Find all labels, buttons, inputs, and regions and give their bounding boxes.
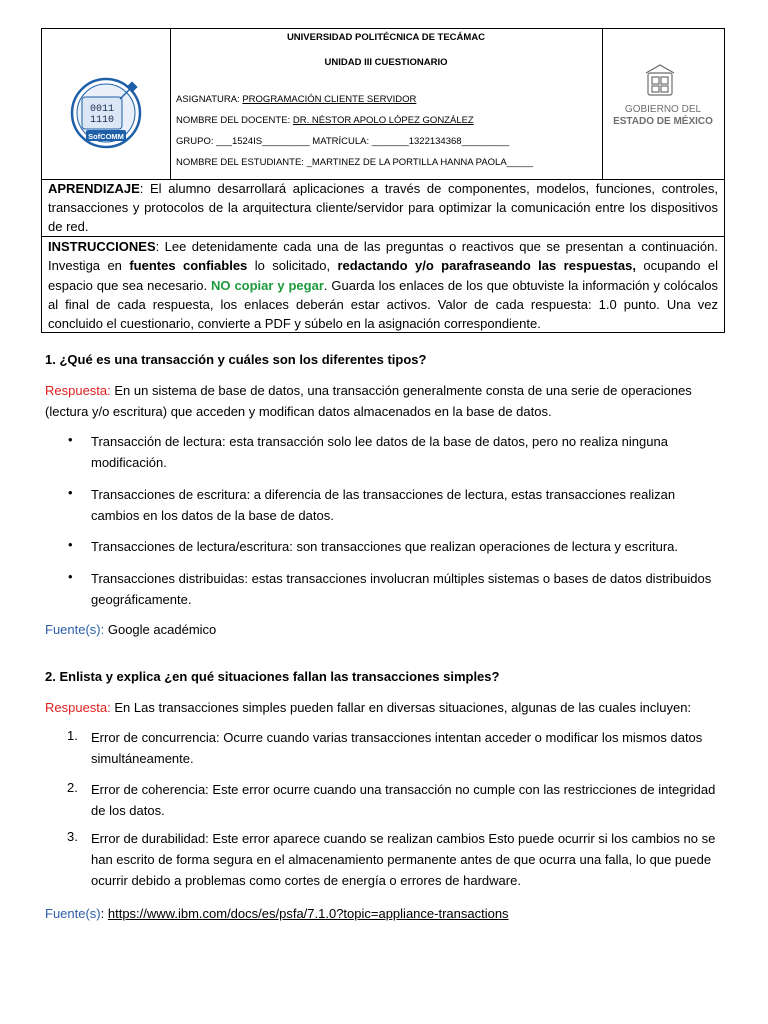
gov-logo — [602, 29, 724, 179]
source-2: Fuente(s): https://www.ibm.com/docs/es/psfa/7.1.0?topic=appliance-transactions — [45, 906, 509, 921]
instrucciones-box: INSTRUCCIONES: Lee detenidamente cada una de las preguntas o reactivos que se presentan a continuación. Investiga en fuentes confiables lo solicitado, redactando y/o parafraseando las respuestas, ocupando el espacio que sea necesario. NO copiar y pegar. Guarda los enlaces de los que obtuviste la información y colócalos al final de cada respuesta, los enlaces deberán estar activos. Valor de cada respuesta: 1.0 punto. Una vez concluido el cuestionario, convierte a PDF y súbelo en la asignación correspondiente. — [48, 239, 719, 332]
aprendizaje-text: : El alumno desarrollará aplicaciones a través de componentes, modelos, funciones, controles, transacciones y protocolos de la arquitectura cliente/servidor para optimizar la comunicación entre los dispositivos de red. — [48, 181, 718, 234]
question-2: 2. Enlista y explica ¿en qué situaciones fallan las transacciones simples? — [45, 669, 500, 684]
header-info-cell — [170, 29, 603, 179]
svg-text:SofCOMM: SofCOMM — [88, 132, 124, 141]
header-table — [41, 28, 725, 333]
subject-row: ASIGNATURA: PROGRAMACIÓN CLIENTE SERVIDOR — [176, 94, 417, 105]
answer-2: Respuesta: En Las transacciones simples pueden fallar en diversas situaciones, algunas de las cuales incluyen: — [45, 700, 692, 715]
answer-1: Respuesta: En un sistema de base de datos, una transacción generalmente consta de una serie de operaciones (lectura y/o escritura) que acceden y modifican datos almacenados en la base de datos. — [45, 383, 692, 419]
answer-label: Respuesta: — [45, 700, 111, 715]
header-top-row — [42, 29, 724, 180]
svg-text:0011: 0011 — [89, 104, 115, 115]
no-copy-warning: NO copiar y pegar — [211, 277, 324, 293]
source-1: Fuente(s): Google académico — [45, 622, 217, 637]
list-number: 1. — [67, 728, 78, 743]
svg-text:ESTADO DE MÉXICO: ESTADO DE MÉXICO — [613, 116, 713, 127]
aprendizaje-label: APRENDIZAJE — [48, 181, 140, 196]
teacher-row: NOMBRE DEL DOCENTE: DR. NÉSTOR APOLO LÓPEZ GONZÁLEZ — [176, 115, 474, 126]
source-label: Fuente(s) — [45, 906, 101, 921]
list-item: Error de durabilidad: Este error aparece cuando se realizan cambios Esto puede ocurrir si los cambios no se han escrito de forma segura en el almacenamiento permanente antes de que ocurra una falla, lo que puede ocurrir debido a problemas como cortes de energía o errores de hardware. — [91, 831, 716, 888]
logo-cell — [42, 29, 171, 179]
list-item: Transacciones de escritura: a diferencia de las transacciones de lectura, estas transacciones realizan cambios en los datos de la base de datos. — [91, 487, 676, 523]
bullet-icon: • — [68, 569, 73, 584]
student-row: NOMBRE DEL ESTUDIANTE: _MARTINEZ DE LA PORTILLA HANNA PAOLA_____ — [176, 157, 534, 168]
list-number: 3. — [67, 829, 78, 844]
group-row: GRUPO: ___1524IS_________ MATRÍCULA: _______1322134368_________ — [176, 136, 510, 147]
list-item: Transacción de lectura: esta transacción solo lee datos de la base de datos, pero no realiza ninguna modificación. — [91, 434, 668, 470]
bullet-icon: • — [68, 432, 73, 447]
svg-text:GOBIERNO DEL: GOBIERNO DEL — [624, 104, 702, 115]
unit-title: UNIDAD III CUESTIONARIO — [324, 57, 448, 68]
instrucciones-label: INSTRUCCIONES — [48, 239, 156, 254]
list-item: Transacciones distribuidas: estas transacciones involucran múltiples sistemas o bases de datos distribuidos geográficamente. — [91, 571, 712, 607]
source-label: Fuente(s): — [45, 622, 105, 637]
list-item: Transacciones de lectura/escritura: son transacciones que realizan operaciones de lectura y escritura. — [91, 539, 678, 554]
aprendizaje-box — [42, 179, 724, 237]
list-number: 2. — [67, 780, 78, 795]
source-link[interactable]: https://www.ibm.com/docs/es/psfa/7.1.0?topic=appliance-transactions — [107, 906, 509, 921]
answer-label: Respuesta: — [45, 383, 111, 398]
list-item: Error de concurrencia: Ocurre cuando varias transacciones intentan acceder o modificar los mismos datos simultáneamente. — [91, 730, 703, 766]
bullet-icon: • — [68, 485, 73, 500]
list-item: Error de coherencia: Este error ocurre cuando una transacción no cumple con las restricciones de integridad de los datos. — [91, 782, 716, 818]
bullet-icon: • — [68, 537, 73, 552]
gov-logo-cell — [602, 29, 724, 179]
university-name: UNIVERSIDAD POLITÉCNICA DE TECÁMAC — [286, 32, 486, 43]
university-logo — [42, 29, 170, 179]
question-1: 1. ¿Qué es una transacción y cuáles son los diferentes tipos? — [45, 352, 427, 367]
svg-text:1110: 1110 — [89, 115, 115, 126]
